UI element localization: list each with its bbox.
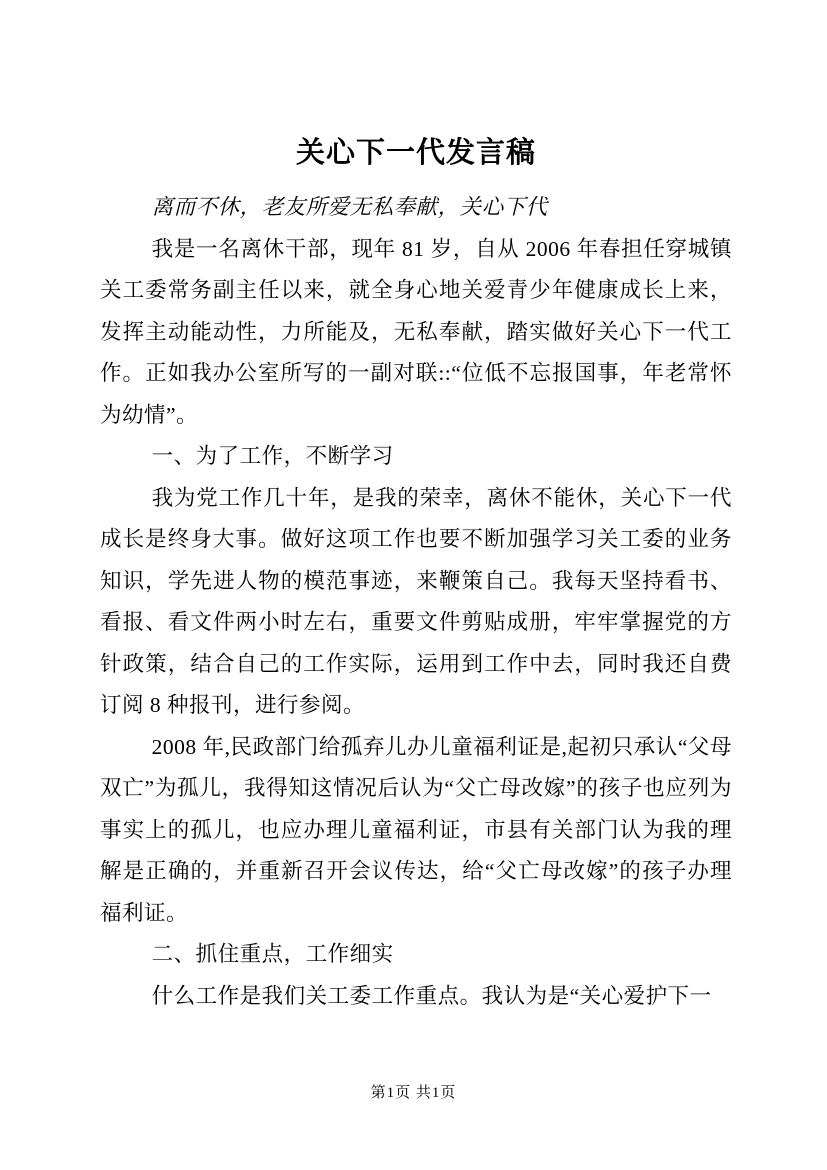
paragraph-body-2: 2008 年,民政部门给孤弃儿办儿童福利证是,起初只承认“父母双亡”为孤儿，我得知这情况后认为“父亡母改嫁”的孩子也应列为事实上的孤儿，也应办理儿童福利证，市县有关部门认为我的理解是正确的，并重新召开会议传达，给“父亡母改嫁”的孩子办理福利证。 (100, 734, 732, 925)
paragraph-section-heading-2: 二、抓住重点，工作细实 (151, 942, 394, 966)
document-content (100, 133, 732, 1017)
paragraph-intro: 我是一名离休干部，现年 81 岁，自从 2006 年春担任穿城镇关工委常务副主任以来，就全身心地关爱青少年健康成长上来，发挥主动能动性，力所能及，无私奉献，踏实做好关心下一代工作。正如我办公室所写的一副对联::“位低不忘报国事，年老常怀为幼情”。 (100, 236, 732, 427)
page-number-indicator: 第1页 共1页 (370, 1085, 457, 1101)
document-title: 关心下一代发言稿 (295, 137, 536, 169)
paragraph-body-1: 我为党工作几十年，是我的荣幸，离休不能休，关心下一代成长是终身大事。做好这项工作也要不断加强学习关工委的业务知识，学先进人物的模范事迹，来鞭策自己。我每天坚持看书、看报、看文件两小时左右，重要文件剪贴成册，牢牢掌握党的方针政策，结合自己的工作实际，运用到工作中去，同时我还自费订阅 8 种报刊，进行参阅。 (100, 485, 732, 717)
paragraph-body-3: 什么工作是我们关工委工作重点。我认为是“关心爱护下一 (151, 983, 712, 1008)
paragraph-section-heading-1: 一、为了工作，不断学习 (151, 444, 394, 468)
paragraph-lead-quote: 离而不休，老友所爱无私奉献，关心下代 (151, 195, 548, 219)
